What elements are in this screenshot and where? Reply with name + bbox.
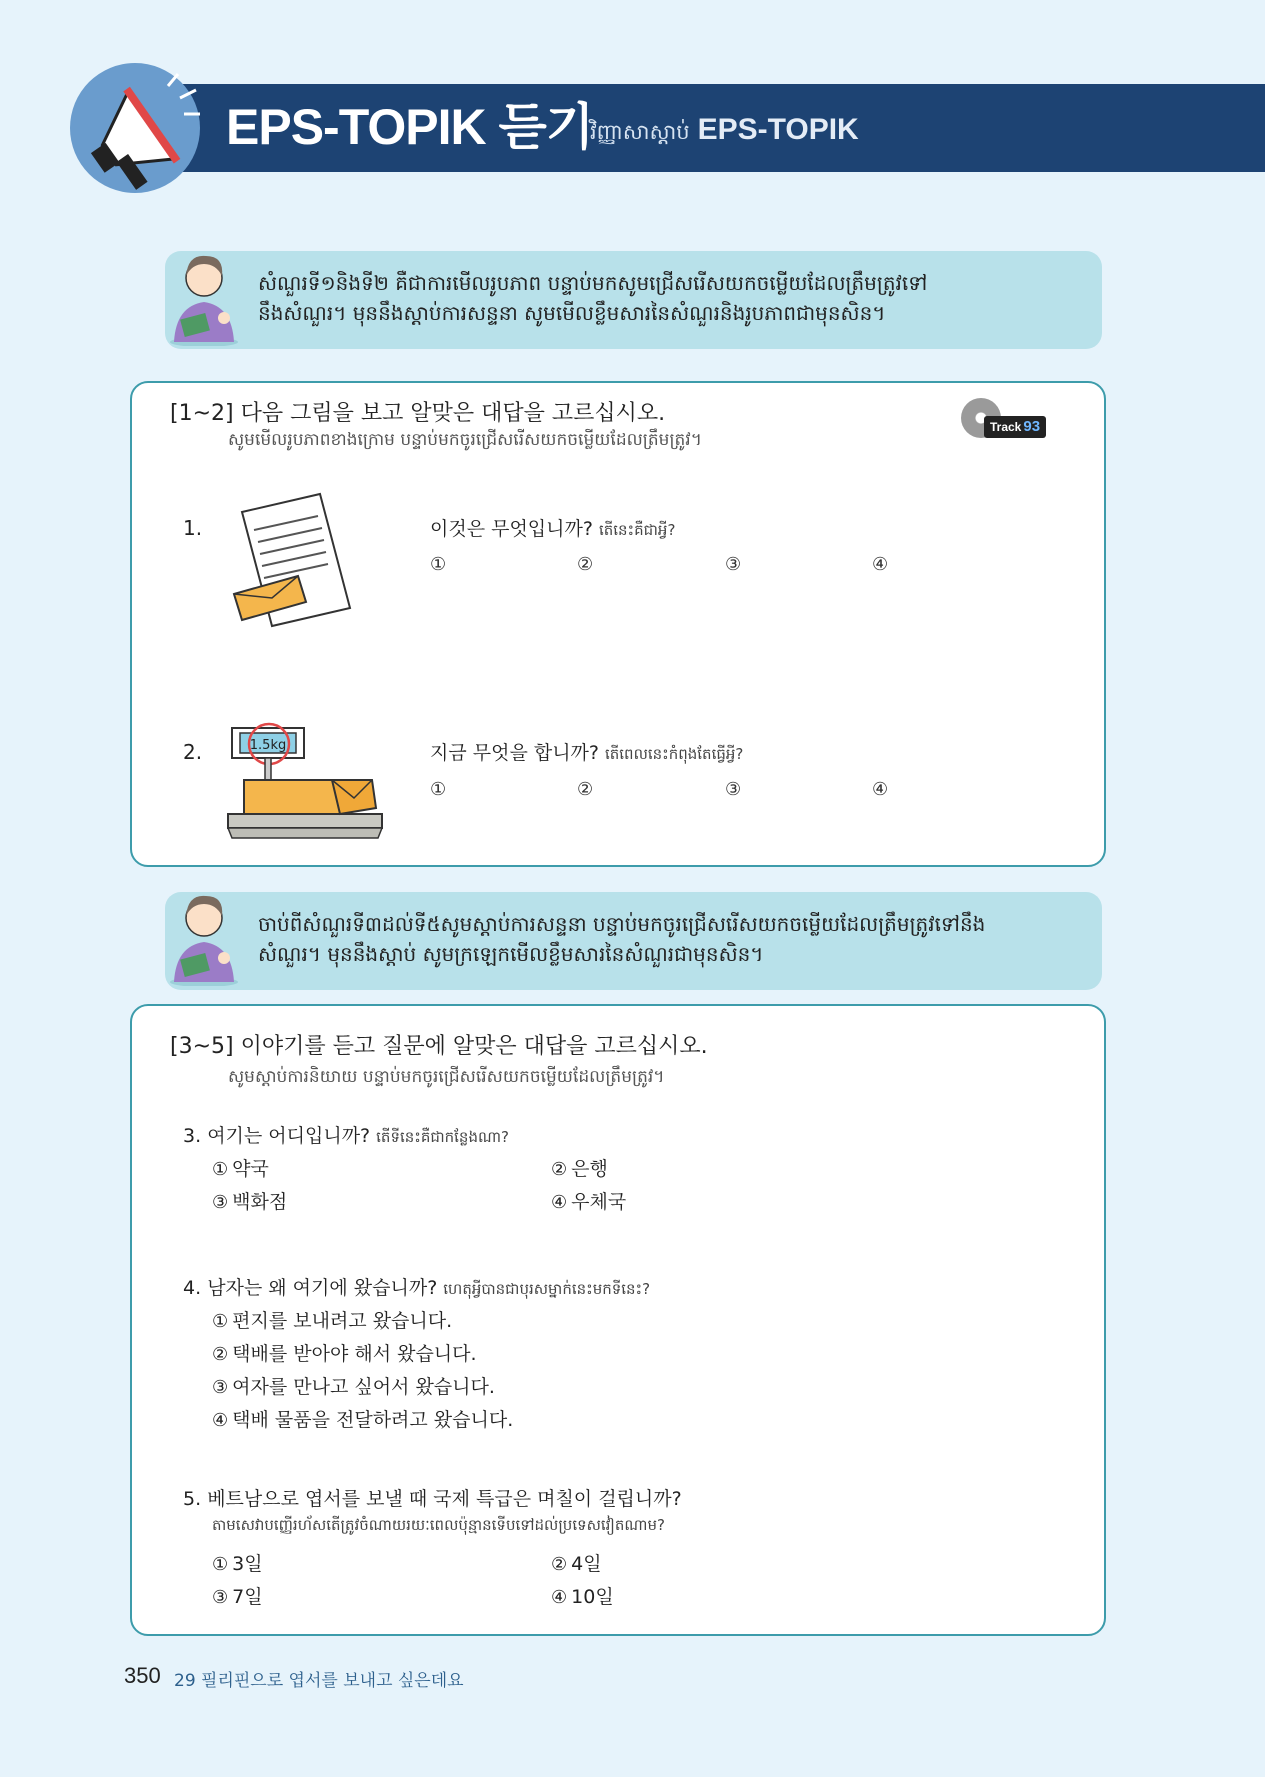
option-label: 약국 [232,1158,269,1180]
option-4[interactable] [212,1405,513,1432]
track-label: Track [990,420,1022,434]
choice-1[interactable]: ① [430,779,447,800]
option-label: 택배를 받아야 해서 왔습니다. [232,1343,477,1365]
question-ko: 지금 무엇을 합니까? [430,742,599,764]
question-text [430,738,743,767]
page-title: EPS-TOPIK 듣기 [226,99,594,155]
question-number: 3. [183,1125,202,1147]
teacher-icon [166,246,246,346]
choice-4[interactable]: ④ [872,779,889,800]
option-mark: ③ [212,1192,229,1213]
page-subtitle [590,110,859,152]
parcel-scale-image [222,718,388,840]
subtitle-km: វិញ្ញាសាស្ដាប់ [590,120,690,144]
instruction-line: សំណួរទី១និងទី២ គឺជាការមើលរូបភាព បន្ទាប់មកសូមជ្រើសរើសយកចម្លើយដែលត្រឹមត្រូវទៅ [258,271,928,295]
option-mark: ③ [212,1587,229,1608]
option-mark: ① [212,1159,229,1180]
megaphone-icon [82,72,202,192]
question-number: 2. [183,740,203,764]
question-ko: 베트남으로 엽서를 보낼 때 국제 특급은 며칠이 걸립니까? [207,1488,682,1510]
option-1[interactable] [212,1306,452,1333]
option-3[interactable] [212,1187,287,1214]
section-heading: [1~2] 다음 그림을 보고 알맞은 대답을 고르십시오. [170,401,666,426]
option-3[interactable] [212,1372,495,1399]
option-mark: ④ [212,1410,229,1431]
question-km: តើទីនេះគឺជាកន្លែងណា? [376,1128,509,1146]
question-km: តើនេះគឺជាអ្វី? [598,521,676,539]
choice-2[interactable]: ② [577,779,594,800]
option-2[interactable] [212,1339,477,1366]
question-number: 1. [183,516,203,540]
question-text [430,514,675,543]
question-number: 4. [183,1277,202,1299]
option-label: 10일 [571,1586,614,1608]
instruction-text-2 [258,909,1098,969]
option-mark: ① [212,1554,229,1575]
section-heading: [3~5] 이야기를 듣고 질문에 알맞은 대답을 고르십시오. [170,1034,708,1059]
question-km: តើពេលនេះកំពុងតែធ្វើអ្វី? [605,745,744,763]
section-heading-km: សូមមើលរូបភាពខាងក្រោម បន្ទាប់មកចូរជ្រើសរើសយកចម្លើយដែលត្រឹមត្រូវ។ [228,430,702,450]
option-label: 7일 [232,1586,263,1608]
option-label: 3일 [232,1553,263,1575]
option-4[interactable] [551,1187,626,1214]
instruction-line: ចាប់ពីសំណួរទី៣ដល់ទី៥សូមស្ដាប់ការសន្ទនា បន្ទាប់មកចូរជ្រើសរើសយកចម្លើយដែលត្រឹមត្រូវទៅនឹង [258,912,986,936]
scale-readout: 1.5kg [249,738,287,753]
option-label: 편지를 보내려고 왔습니다. [232,1310,453,1332]
option-mark: ② [551,1554,568,1575]
option-label: 여자를 만나고 싶어서 왔습니다. [232,1376,495,1398]
question-ko: 남자는 왜 여기에 왔습니까? [207,1277,438,1299]
option-1[interactable] [212,1154,269,1181]
subtitle-strong: EPS-TOPIK [697,113,859,146]
option-1[interactable] [212,1549,263,1576]
option-label: 백화점 [232,1191,288,1213]
option-2[interactable] [551,1549,602,1576]
instruction-text-1 [258,268,1098,328]
option-3[interactable] [212,1582,263,1609]
question-km: ហេតុអ្វីបានជាបុរសម្នាក់នេះមកទីនេះ? [443,1280,651,1298]
option-mark: ① [212,1311,229,1332]
choice-3[interactable]: ③ [725,554,742,575]
question-ko: 여기는 어디입니까? [207,1125,371,1147]
choice-3[interactable]: ③ [725,779,742,800]
question-text [183,1484,682,1511]
option-mark: ③ [212,1377,229,1398]
option-label: 은행 [571,1158,608,1180]
option-label: 우체국 [571,1191,627,1213]
option-mark: ② [212,1344,229,1365]
question-ko: 이것은 무엇입니까? [430,518,593,540]
option-mark: ④ [551,1192,568,1213]
option-4[interactable] [551,1582,614,1609]
choice-4[interactable]: ④ [872,554,889,575]
option-label: 4일 [571,1553,602,1575]
option-mark: ④ [551,1587,568,1608]
track-number: 93 [1023,418,1041,435]
teacher-icon [166,886,246,986]
question-km: តាមសេវាបញ្ញើរហ័សតើត្រូវចំណាយរយៈពេលប៉ុន្មានទើបទៅដល់ប្រទេសវៀតណាម? [212,1516,665,1534]
option-2[interactable] [551,1154,608,1181]
option-label: 택배 물품을 전달하려고 왔습니다. [232,1409,514,1431]
document-envelope-image [228,490,356,630]
instruction-line: សំណួរ។ មុននឹងស្ដាប់ សូមក្រឡេកមើលខ្លឹមសារនៃសំណួរជាមុនសិន។ [258,942,764,966]
choice-1[interactable]: ① [430,554,447,575]
option-mark: ② [551,1159,568,1180]
page-number: 350 [124,1663,161,1688]
question-text [183,1121,509,1150]
choice-2[interactable]: ② [577,554,594,575]
chapter-title: 29 필리핀으로 엽서를 보내고 싶은데요 [174,1671,464,1691]
question-text [183,1273,650,1302]
question-number: 5. [183,1488,202,1510]
section-heading-km: សូមស្ដាប់ការនិយាយ បន្ទាប់មកចូរជ្រើសរើសយកចម្លើយដែលត្រឹមត្រូវ។ [228,1067,665,1087]
instruction-line: នឹងសំណួរ។ មុននឹងស្ដាប់ការសន្ទនា សូមមើលខ្លឹមសារនៃសំណួរនិងរូបភាពជាមុនសិន។ [258,301,886,325]
track-badge[interactable] [984,416,1046,438]
